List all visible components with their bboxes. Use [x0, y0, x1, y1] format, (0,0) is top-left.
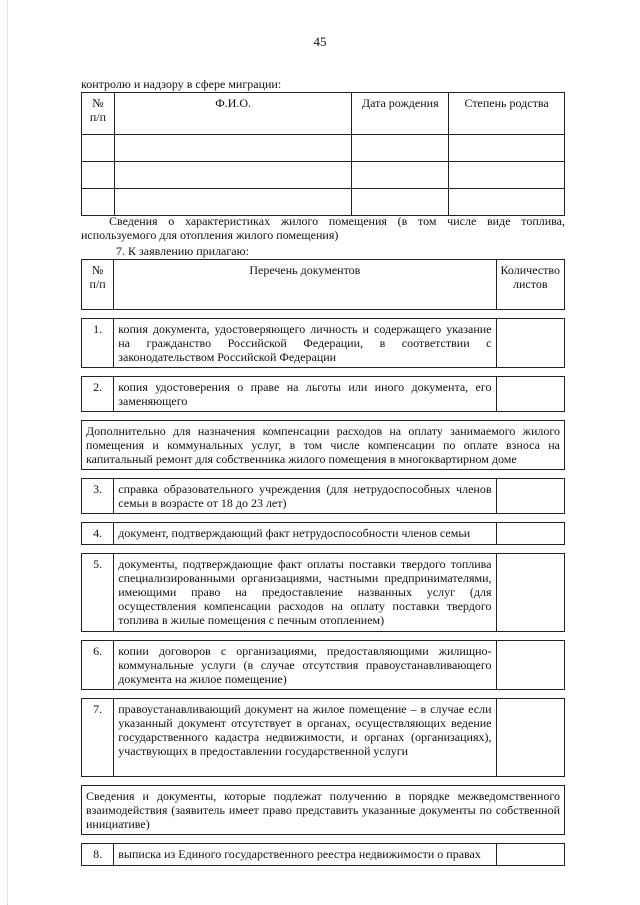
sheet-count-cell[interactable] [496, 554, 565, 632]
document-row-6 [82, 641, 565, 690]
sheet-count-cell[interactable] [496, 699, 565, 777]
section-row-interagency [82, 786, 565, 835]
header-document-list: Перечень документов [114, 260, 496, 310]
document-row-1 [82, 319, 565, 368]
document-description: выписка из Единого государственного реестра недвижимости о правах [114, 844, 496, 866]
sheet-count-cell[interactable] [496, 479, 565, 514]
cell[interactable] [449, 162, 565, 189]
cell[interactable] [114, 189, 351, 216]
document-row-2 [82, 377, 565, 412]
document-description: документы, подтверждающие факт оплаты поставки твердого топлива специализированными организациями, частными предпринимателями, имеющими право на предоставление названных услуг (для осуществления компенсации расходов на оплату поставки твердого топлива в жилые помещения с печным отоплением) [114, 554, 496, 632]
section-row-additional-compensation [82, 421, 565, 470]
section-heading: Сведения и документы, которые подлежат получению в порядке межведомственного взаимодействия (заявитель имеет право представить указанные документы по собственной инициативе) [82, 786, 565, 835]
row-number: 6. [82, 641, 114, 690]
header-full-name: Ф.И.О. [114, 93, 351, 135]
row-number: 7. [82, 699, 114, 777]
document-description: копии договоров с организациями, предоставляющими жилищно-коммунальные услуги (в случае отсутствия правоустанавливающего документа на жилое помещение) [114, 641, 496, 690]
sheet-count-cell[interactable] [496, 641, 565, 690]
header-birth-date: Дата рождения [352, 93, 449, 135]
family-table-header [82, 93, 565, 135]
cell[interactable] [352, 135, 449, 162]
row-number: 4. [82, 523, 114, 545]
scan-margin-line [7, 0, 9, 905]
row-number: 2. [82, 377, 114, 412]
document-description: правоустанавливающий документ на жилое помещение – в случае если указанный документ отсутствует в органах, осуществляющих ведение государственного кадастра недвижимости, и органах (организациях), участвующих в предоставлении государственной услуги [114, 699, 496, 777]
cell[interactable] [114, 135, 351, 162]
cell[interactable] [82, 189, 115, 216]
header-relationship: Степень родства [449, 93, 565, 135]
document-description: справка образовательного учреждения (для нетрудоспособных членов семьи в возрасте от 18 до 23 лет) [114, 479, 496, 514]
table-row [82, 135, 565, 162]
document-description: документ, подтверждающий факт нетрудоспособности членов семьи [114, 523, 496, 545]
header-number: № п/п [82, 93, 115, 135]
cell[interactable] [352, 189, 449, 216]
document-row-3 [82, 479, 565, 514]
attachments-heading: 7. К заявлению прилагаю: [116, 244, 249, 258]
sheet-count-cell[interactable] [496, 377, 565, 412]
cell[interactable] [352, 162, 449, 189]
family-members-table [81, 92, 565, 216]
document-row-7 [82, 699, 565, 777]
document-row-8 [82, 844, 565, 866]
cell[interactable] [114, 162, 351, 189]
table-row [82, 162, 565, 189]
document-row-4 [82, 523, 565, 545]
documents-table-header [82, 260, 565, 310]
row-number: 1. [82, 319, 114, 368]
cell[interactable] [82, 135, 115, 162]
sheet-count-cell[interactable] [496, 319, 565, 368]
cell[interactable] [82, 162, 115, 189]
document-row-5 [82, 554, 565, 632]
row-number: 3. [82, 479, 114, 514]
header-sheet-count: Количество листов [496, 260, 565, 310]
page-number: 45 [313, 34, 327, 49]
sheet-count-cell[interactable] [496, 523, 565, 545]
documents-table [81, 259, 565, 866]
sheet-count-cell[interactable] [496, 844, 565, 866]
housing-info-paragraph: Сведения о характеристиках жилого помещения (в том числе виде топлива, используемого для отопления жилого помещения) [81, 214, 565, 242]
section-heading: Дополнительно для назначения компенсации расходов на оплату занимаемого жилого помещения и коммунальных услуг, в том числе компенсации по оплате взноса на капитальный ремонт для собственника жилого помещения в многоквартирном доме [82, 421, 565, 470]
cell[interactable] [449, 135, 565, 162]
row-number: 8. [82, 844, 114, 866]
cell[interactable] [449, 189, 565, 216]
document-description: копия удостоверения о праве на льготы или иного документа, его заменяющего [114, 377, 496, 412]
table-row [82, 189, 565, 216]
row-number: 5. [82, 554, 114, 632]
intro-line: контролю и надзору в сфере миграции: [81, 77, 282, 91]
header-number: № п/п [82, 260, 114, 310]
document-description: копия документа, удостоверяющего личность и содержащего указание на гражданство Российской Федерации, в соответствии с законодательством Российской Федерации [114, 319, 496, 368]
